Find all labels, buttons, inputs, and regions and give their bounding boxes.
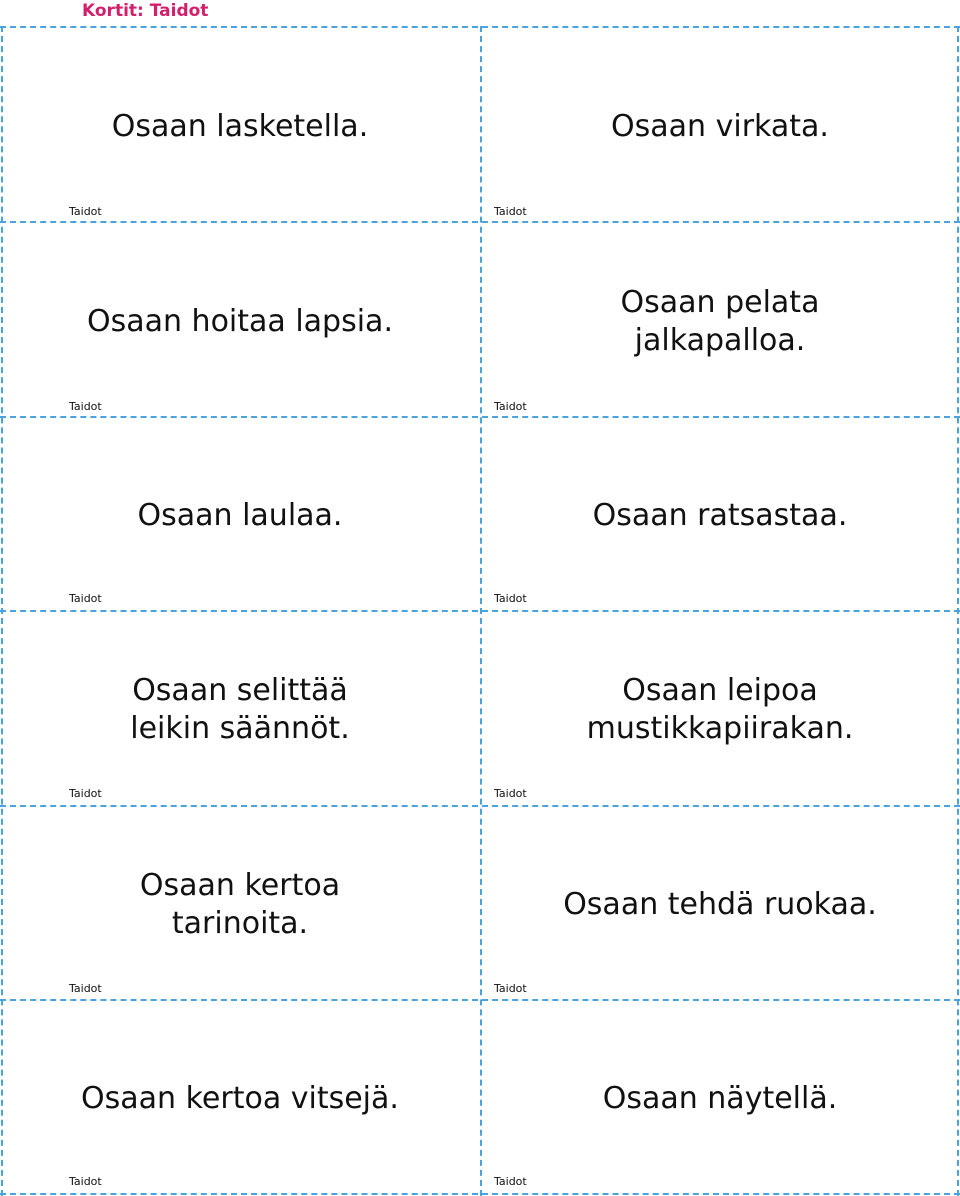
card-tag: Taidot <box>69 787 102 800</box>
skill-card <box>482 418 958 610</box>
card-tag: Taidot <box>494 205 527 218</box>
card-text: Osaan laulaa. <box>137 498 343 533</box>
card-text: Osaan leipoa mustikkapiirakan. <box>586 673 854 746</box>
skill-card <box>0 223 480 416</box>
skill-card <box>482 28 958 221</box>
card-tag: Taidot <box>494 400 527 413</box>
card-text: Osaan kertoa tarinoita. <box>139 868 341 941</box>
card-tag: Taidot <box>494 1175 527 1188</box>
card-tag: Taidot <box>494 787 527 800</box>
card-text: Osaan virkata. <box>611 109 829 144</box>
card-tag: Taidot <box>69 400 102 413</box>
skill-card <box>0 1001 480 1193</box>
card-tag: Taidot <box>69 205 102 218</box>
card-tag: Taidot <box>69 1175 102 1188</box>
skill-card <box>0 612 480 805</box>
page-title: Kortit: Taidot <box>82 1 209 21</box>
card-text: Osaan kertoa vitsejä. <box>81 1081 399 1116</box>
skill-card <box>482 1001 958 1193</box>
card-text: Osaan tehdä ruokaa. <box>563 887 877 922</box>
card-tag: Taidot <box>69 982 102 995</box>
skill-card <box>482 807 958 999</box>
skill-card <box>0 418 480 610</box>
card-tag: Taidot <box>494 982 527 995</box>
card-tag: Taidot <box>69 592 102 605</box>
card-text: Osaan selittää leikin säännöt. <box>130 673 350 746</box>
card-text: Osaan näytellä. <box>602 1081 838 1116</box>
skill-card <box>0 28 480 221</box>
card-tag: Taidot <box>494 592 527 605</box>
skill-card <box>482 223 958 416</box>
card-text: Osaan pelata jalkapalloa. <box>620 285 820 358</box>
card-text: Osaan ratsastaa. <box>592 498 848 533</box>
skill-card <box>0 807 480 999</box>
skill-card <box>482 612 958 805</box>
card-text: Osaan lasketella. <box>111 109 369 144</box>
card-text: Osaan hoitaa lapsia. <box>87 304 393 339</box>
